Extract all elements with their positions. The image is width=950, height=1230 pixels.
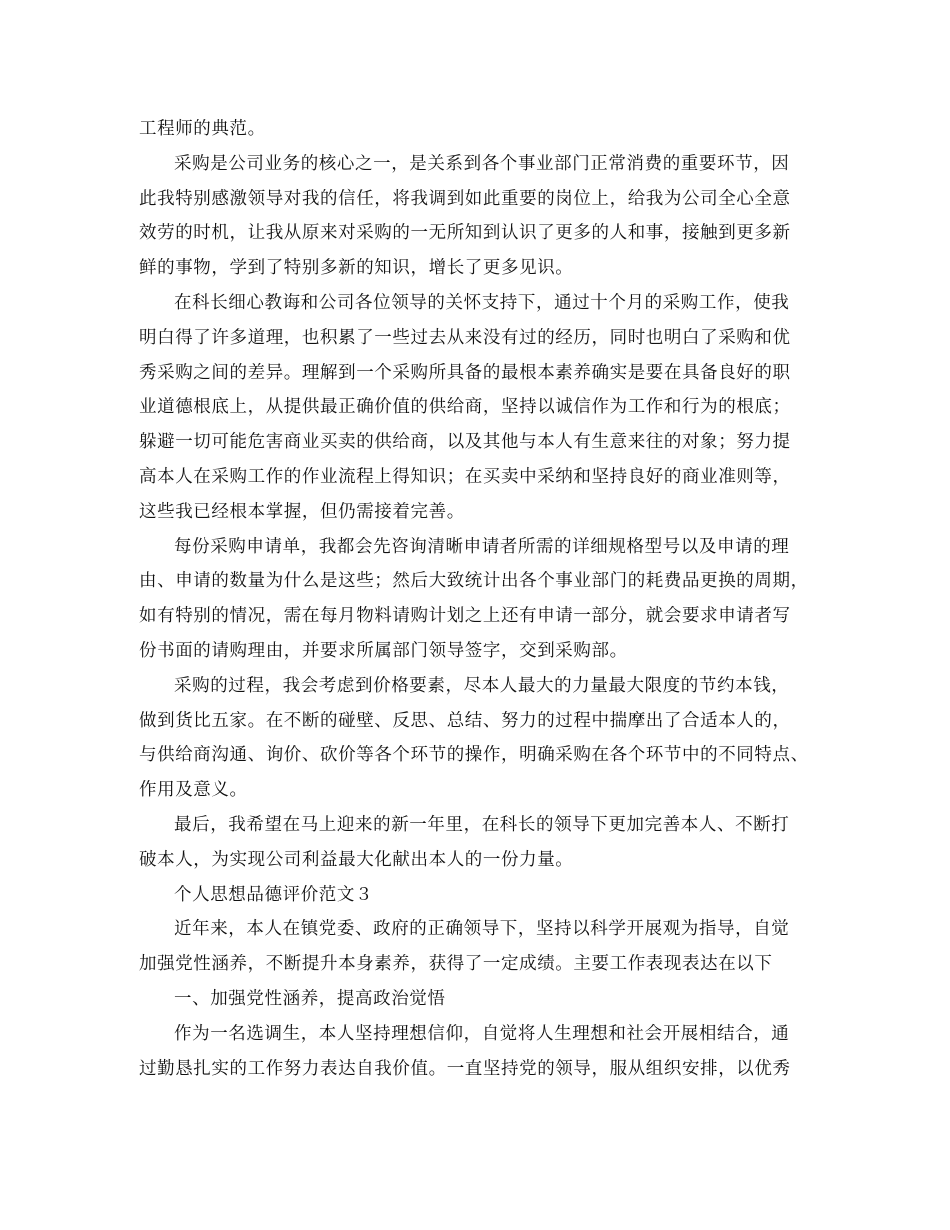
text-line: 每份采购申请单，我都会先咨询清晰申请者所需的详细规格型号以及申请的理 [174,536,790,557]
text-line: 最后，我希望在马上迎来的新一年里，在科长的领导下更加完善本人、不断打 [174,814,790,835]
text-line: 一、加强党性涵养，提高政治觉悟 [174,988,446,1009]
text-line: 采购的过程，我会考虑到价格要素，尽本人最大的力量最大限度的节约本钱， [174,675,790,696]
text-line: 个人思想品德评价范文３ [174,884,374,905]
text-line: 由、申请的数量为什么是这些；然后大致统计出各个事业部门的耗费品更换的周期， [139,571,809,592]
text-line: 在科长细心教诲和公司各位领导的关怀支持下，通过十个月的采购工作，使我 [174,292,790,313]
text-line: 这些我已经根本掌握，但仍需接着完善。 [139,501,465,522]
text-line: 高本人在采购工作的作业流程上得知识；在买卖中采纳和坚持良好的商业准则等， [139,466,791,487]
text-line: 加强党性涵养，不断提升本身素养，获得了一定成绩。主要工作表现表达在以下 [139,954,773,975]
text-line: 作用及意义。 [139,780,248,801]
text-line: 工程师的典范。 [139,119,266,139]
text-line: 与供给商沟通、询价、砍价等各个环节的操作，明确采购在各个环节中的不同特点、 [139,745,809,766]
text-line: 明白得了许多道理，也积累了一些过去从来没有过的经历，同时也明白了采购和优 [139,327,791,348]
text-line: 做到货比五家。在不断的碰壁、反思、总结、努力的过程中揣摩出了合适本人的， [139,710,791,731]
text-line: 业道德根底上，从提供最正确价值的供给商，坚持以诚信作为工作和行为的根底； [139,397,791,418]
text-line: 此我特别感激领导对我的信任，将我调到如此重要的岗位上，给我为公司全心全意 [139,188,791,209]
text-line: 躲避一切可能危害商业买卖的供给商，以及其他与本人有生意来往的对象；努力提 [139,432,791,453]
text-line: 鲜的事物，学到了特别多新的知识，增长了更多见识。 [139,258,574,279]
text-line: 破本人，为实现公司利益最大化献出本人的一份力量。 [139,849,574,870]
text-line: 近年来，本人在镇党委、政府的正确领导下，坚持以科学开展观为指导，自觉 [174,919,790,940]
text-line: 效劳的时机，让我从原来对采购的一无所知到认识了更多的人和事，接触到更多新 [139,223,791,244]
document-body [139,112,829,1086]
text-line: 过勤恳扎实的工作努力表达自我价值。一直坚持党的领导，服从组织安排，以优秀 [139,1058,791,1079]
text-line: 如有特别的情况，需在每月物料请购计划之上还有申请一部分，就会要求申请者写 [139,606,791,627]
text-line: 份书面的请购理由，并要求所属部门领导签字，交到采购部。 [139,640,628,661]
text-line: 采购是公司业务的核心之一，是关系到各个事业部门正常消费的重要环节，因 [174,153,790,174]
text-line: 作为一名选调生，本人坚持理想信仰，自觉将人生理想和社会开展相结合，通 [174,1023,790,1044]
text-line: 秀采购之间的差异。理解到一个采购所具备的最根本素养确实是要在具备良好的职 [139,362,791,383]
